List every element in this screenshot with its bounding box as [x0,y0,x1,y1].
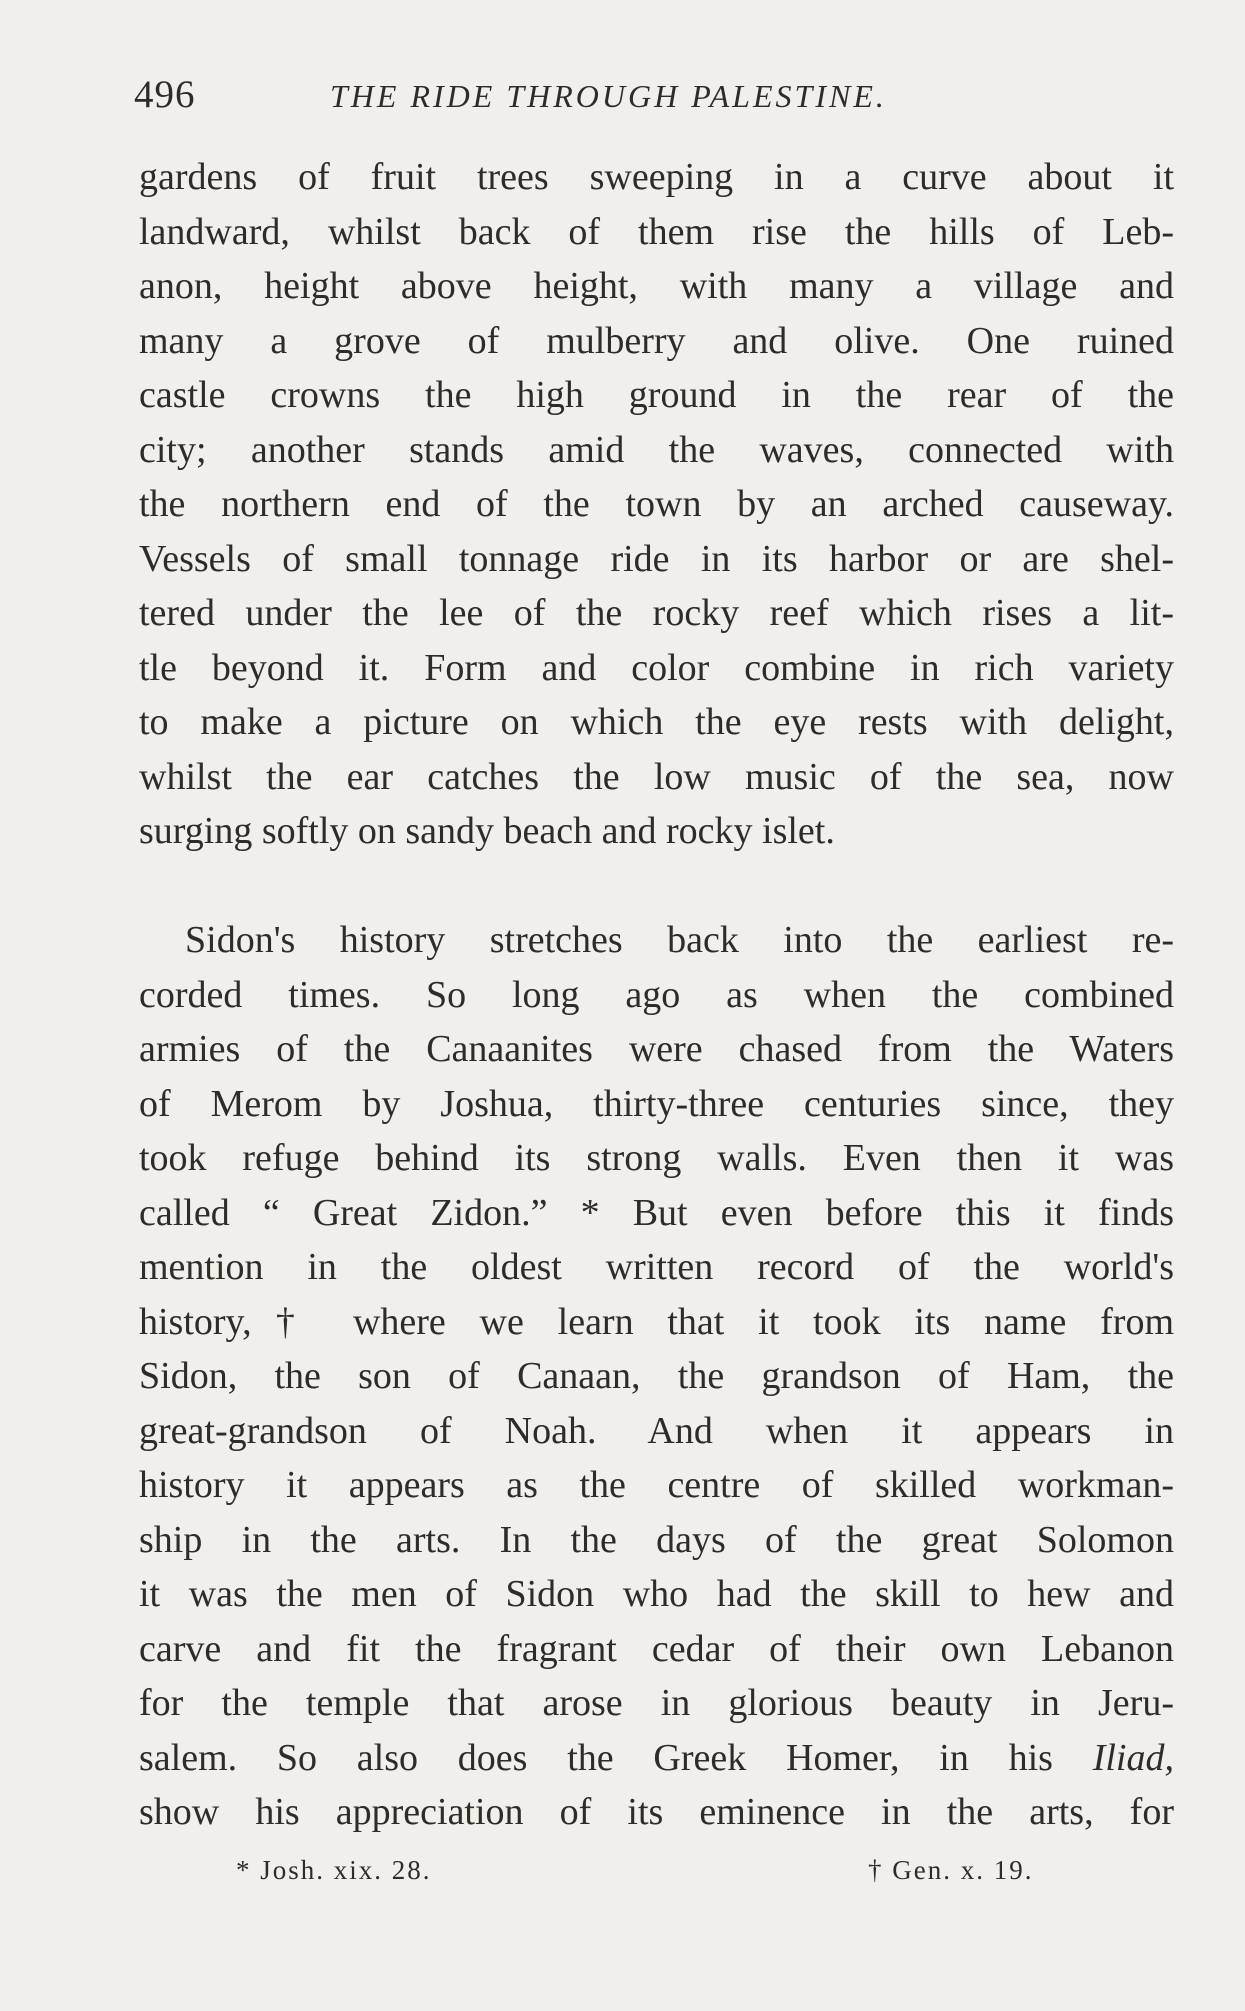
text-line: surging softly on sandy beach and rocky islet. [139,810,835,852]
text-line: called “ Great Zidon.” * But even before this it finds [139,1191,1174,1234]
text-line: Sidon's history stretches back into the earliest re- [185,919,1174,961]
paragraph-gap [139,859,1174,914]
text-line: took refuge behind its strong walls. Even then it was [139,1137,1174,1179]
text-line-with-italic [139,1731,1174,1786]
footnotes [236,1848,1066,1892]
text-line: to make a picture on which the eye rests with delight, [139,701,1174,743]
page-header [134,70,1134,120]
running-title: THE RIDE THROUGH PALESTINE. [330,78,887,114]
text-line: history,† where we learn that it took its name from [139,1300,1174,1343]
text-line: Sidon, the son of Canaan, the grandson of Ham, the [139,1355,1174,1397]
text-line: ship in the arts. In the days of the great Solomon [139,1518,1174,1561]
text-line: whilst the ear catches the low music of the sea, now [139,755,1174,798]
text-line: tle beyond it. Form and color combine in rich variety [139,646,1174,689]
italic-book-title: Iliad, [1092,1736,1174,1779]
text-line: of Merom by Joshua, thirty-three centuries since, they [139,1082,1174,1125]
text-line: Vessels of small tonnage ride in its harbor or are shel- [139,537,1174,580]
text-line: corded times. So long ago as when the combined [139,973,1174,1016]
page-number: 496 [134,73,196,116]
text-line: great-grandson of Noah. And when it appears in [139,1409,1174,1452]
text-line: mention in the oldest written record of the world's [139,1246,1174,1288]
paragraph-1 [139,150,1174,859]
footnote-gen: † Gen. x. 19. [868,1855,1034,1885]
text-line: history it appears as the centre of skilled workman- [139,1464,1174,1506]
text-line: tered under the lee of the rocky reef which rises a lit- [139,592,1174,634]
text-line: it was the men of Sidon who had the skill to hew and [139,1573,1174,1615]
text-line: show his appreciation of its eminence in the arts, for [139,1791,1174,1833]
text-line: anon, height above height, with many a village and [139,265,1174,307]
text-line: the northern end of the town by an arched causeway. [139,483,1174,525]
text-line: landward, whilst back of them rise the hills of Leb- [139,210,1174,253]
text-line: gardens of fruit trees sweeping in a curve about it [139,156,1174,198]
text-line: carve and fit the fragrant cedar of their own Lebanon [139,1627,1174,1670]
text-line: for the temple that arose in glorious beauty in Jeru- [139,1682,1174,1724]
footnote-josh: * Josh. xix. 28. [236,1855,432,1885]
text-line: armies of the Canaanites were chased from the Waters [139,1028,1174,1070]
text-line: many a grove of mulberry and olive. One ruined [139,319,1174,362]
body-text [139,150,1174,1840]
text-line: castle crowns the high ground in the rear of the [139,374,1174,416]
paragraph-2 [139,913,1174,1840]
text-line: city; another stands amid the waves, connected with [139,428,1174,471]
text-segment: salem. So also does the Greek Homer, in his [139,1736,1093,1779]
